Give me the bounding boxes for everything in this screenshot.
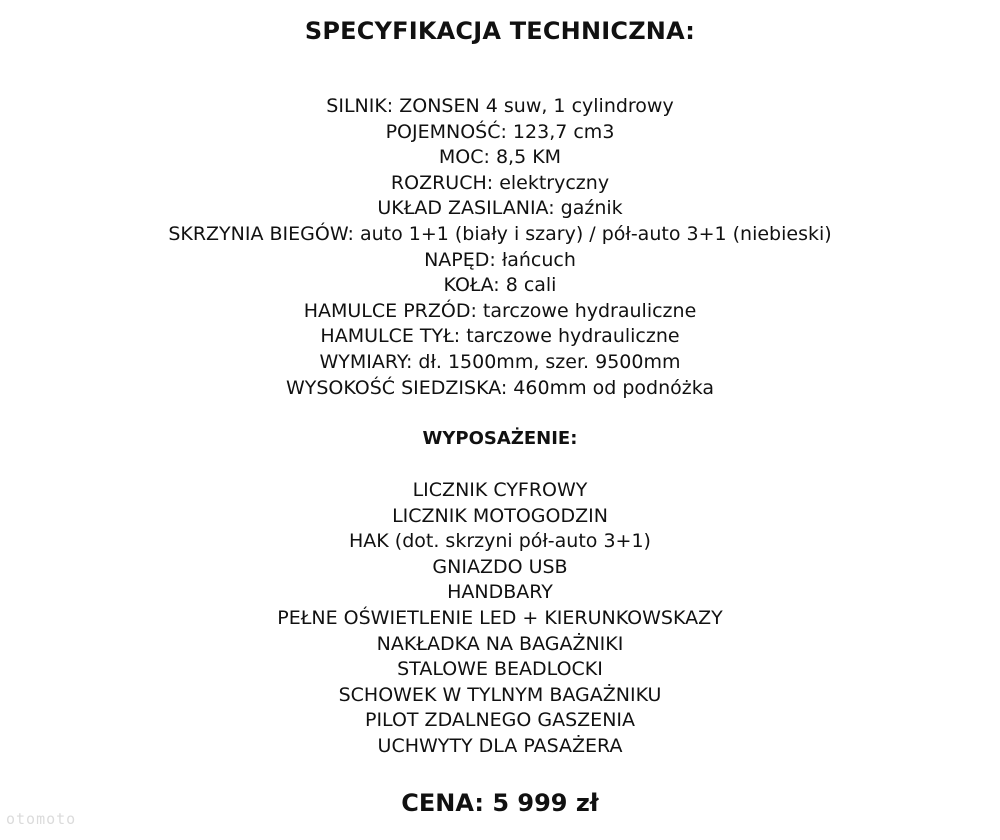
equipment-item: UCHWYTY DLA PASAŻERA [377, 734, 623, 757]
equipment-item: HANDBARY [447, 581, 553, 604]
equipment-item: STALOWE BEADLOCKI [397, 658, 603, 681]
equipment-item: LICZNIK CYFROWY [412, 479, 588, 501]
page-title: SPECYFIKACJA TECHNICZNA: [304, 17, 696, 45]
equipment-item: NAKŁADKA NA BAGAŻNIKI [376, 632, 624, 655]
equipment-item: HAK (dot. skrzyni pół-auto 3+1) [349, 530, 651, 553]
watermark: otomoto [6, 810, 77, 828]
spec-item: POJEMNOŚĆ: 123,7 cm3 [385, 120, 615, 143]
spec-item: WYSOKOŚĆ SIEDZISKA: 460mm od podnóżka [285, 376, 715, 399]
spec-item: MOC: 8,5 KM [438, 146, 562, 169]
spec-item: SILNIK: ZONSEN 4 suw, 1 cylindrowy [326, 95, 674, 117]
spec-item: SKRZYNIA BIEGÓW: auto 1+1 (biały i szary) / pół-auto 3+1 (niebieski) [168, 222, 832, 245]
equipment-list [0, 478, 1000, 760]
price-label: CENA: 5 999 zł [401, 789, 599, 817]
spec-item: NAPĘD: łańcuch [424, 248, 576, 271]
spec-item: HAMULCE PRZÓD: tarczowe hydrauliczne [303, 299, 697, 322]
equipment-item: PILOT ZDALNEGO GASZENIA [364, 709, 636, 732]
spec-item: KOŁA: 8 cali [443, 274, 557, 297]
equipment-item: PEŁNE OŚWIETLENIE LED + KIERUNKOWSKAZY [277, 606, 723, 629]
spec-item: WYMIARY: dł. 1500mm, szer. 9500mm [319, 350, 681, 373]
equipment-heading: WYPOSAŻENIE: [422, 428, 578, 449]
equipment-item: SCHOWEK W TYLNYM BAGAŻNIKU [338, 683, 662, 706]
equipment-item: GNIAZDO USB [432, 555, 568, 578]
equipment-item: LICZNIK MOTOGODZIN [392, 504, 608, 527]
spec-item: UKŁAD ZASILANIA: gaźnik [377, 197, 623, 220]
spec-list [0, 94, 1000, 401]
spec-item: ROZRUCH: elektryczny [390, 171, 610, 194]
spec-item: HAMULCE TYŁ: tarczowe hydrauliczne [320, 325, 680, 348]
